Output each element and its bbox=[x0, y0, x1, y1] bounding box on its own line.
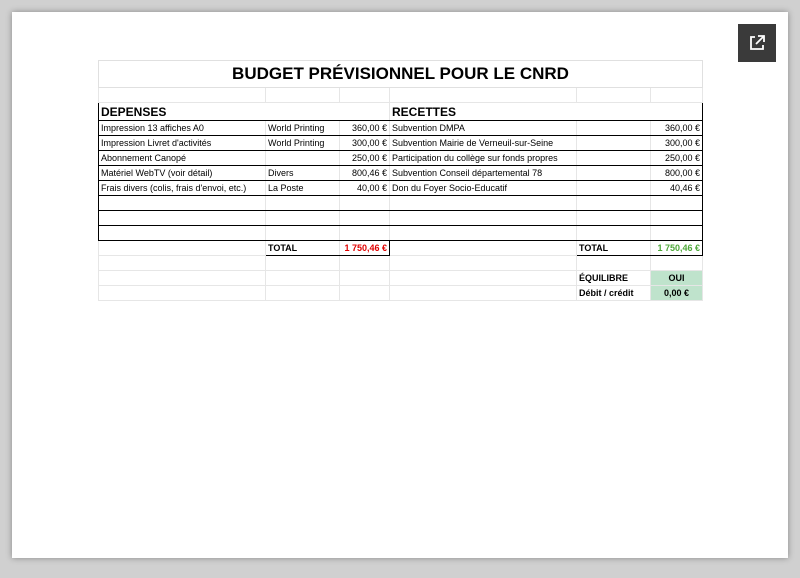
depense-amount: 300,00 € bbox=[340, 136, 390, 151]
recette-label: Participation du collège sur fonds propres bbox=[390, 151, 577, 166]
debit-credit-label: Débit / crédit bbox=[577, 286, 651, 301]
equilibre-row bbox=[99, 271, 703, 286]
recette-amount: 300,00 € bbox=[651, 136, 703, 151]
recette-amount: 250,00 € bbox=[651, 151, 703, 166]
recettes-total-label: TOTAL bbox=[577, 241, 651, 256]
recette-empty bbox=[577, 136, 651, 151]
debit-credit-value: 0,00 € bbox=[651, 286, 703, 301]
depense-label: Abonnement Canopé bbox=[99, 151, 266, 166]
depense-amount: 800,46 € bbox=[340, 166, 390, 181]
recettes-header: RECETTES bbox=[390, 103, 703, 121]
empty-row bbox=[99, 196, 703, 211]
open-in-new-button[interactable] bbox=[738, 24, 776, 62]
depense-label: Frais divers (colis, frais d'envoi, etc.) bbox=[99, 181, 266, 196]
depense-supplier: Divers bbox=[266, 166, 340, 181]
recette-label: Don du Foyer Socio-Educatif bbox=[390, 181, 577, 196]
depenses-total-value: 1 750,46 € bbox=[340, 241, 390, 256]
recette-empty bbox=[577, 121, 651, 136]
table-row bbox=[99, 136, 703, 151]
recette-empty bbox=[577, 181, 651, 196]
depense-label: Matériel WebTV (voir détail) bbox=[99, 166, 266, 181]
recettes-total-value: 1 750,46 € bbox=[651, 241, 703, 256]
depense-label: Impression Livret d'activités bbox=[99, 136, 266, 151]
equilibre-label: ÉQUILIBRE bbox=[577, 271, 651, 286]
open-in-new-icon bbox=[748, 34, 766, 52]
recette-amount: 40,46 € bbox=[651, 181, 703, 196]
depense-supplier: World Printing bbox=[266, 121, 340, 136]
recette-empty bbox=[577, 151, 651, 166]
depense-supplier: World Printing bbox=[266, 136, 340, 151]
depense-amount: 40,00 € bbox=[340, 181, 390, 196]
recette-label: Subvention Mairie de Verneuil-sur-Seine bbox=[390, 136, 577, 151]
spacer-row bbox=[99, 256, 703, 271]
depense-amount: 360,00 € bbox=[340, 121, 390, 136]
recette-empty bbox=[577, 166, 651, 181]
spacer-row bbox=[99, 88, 703, 103]
title-row bbox=[99, 61, 703, 88]
recette-label: Subvention DMPA bbox=[390, 121, 577, 136]
depense-label: Impression 13 affiches A0 bbox=[99, 121, 266, 136]
empty-row bbox=[99, 211, 703, 226]
budget-sheet bbox=[98, 60, 703, 301]
debit-credit-row bbox=[99, 286, 703, 301]
depense-amount: 250,00 € bbox=[340, 151, 390, 166]
equilibre-value: OUI bbox=[651, 271, 703, 286]
recette-amount: 360,00 € bbox=[651, 121, 703, 136]
recette-amount: 800,00 € bbox=[651, 166, 703, 181]
page-title: BUDGET PRÉVISIONNEL POUR LE CNRD bbox=[99, 61, 703, 88]
budget-table bbox=[98, 60, 703, 301]
depenses-total-label: TOTAL bbox=[266, 241, 340, 256]
table-row bbox=[99, 151, 703, 166]
recette-label: Subvention Conseil départemental 78 bbox=[390, 166, 577, 181]
empty-row bbox=[99, 226, 703, 241]
total-row bbox=[99, 241, 703, 256]
table-row bbox=[99, 181, 703, 196]
table-row bbox=[99, 166, 703, 181]
depenses-header: DEPENSES bbox=[99, 103, 390, 121]
table-row bbox=[99, 121, 703, 136]
section-header-row bbox=[99, 103, 703, 121]
depense-supplier: La Poste bbox=[266, 181, 340, 196]
depense-supplier bbox=[266, 151, 340, 166]
